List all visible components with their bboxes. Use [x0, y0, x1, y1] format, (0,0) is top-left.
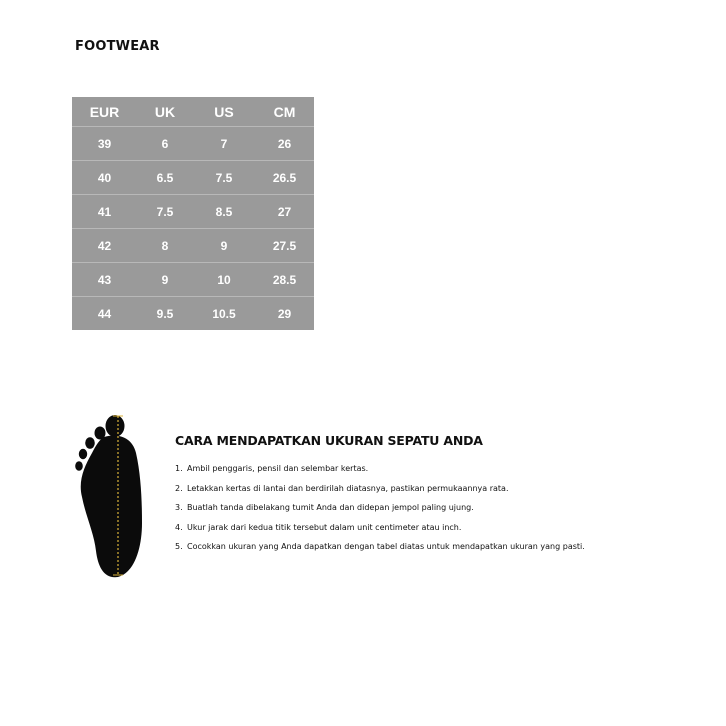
cell-us: 10	[193, 263, 255, 297]
header-uk: UK	[154, 103, 176, 120]
step-text: Letakkan kertas di lantai dan berdirilah diatasnya, pastikan permukaannya rata.	[187, 483, 509, 493]
step-number: 3.	[175, 503, 183, 513]
header-eur: EUR	[89, 103, 120, 120]
header-us: US	[214, 103, 234, 120]
cell-uk: 7.5	[137, 195, 193, 229]
step-text: Cocokkan ukuran yang Anda dapatkan dengan tabel diatas untuk mendapatkan ukuran yang pasti.	[187, 542, 585, 552]
list-item	[175, 484, 585, 504]
cell-us: 7	[193, 127, 255, 161]
list-item	[175, 464, 585, 484]
howto-title: CARA MENDAPATKAN UKURAN SEPATU ANDA	[175, 433, 483, 448]
cell-us: 8.5	[193, 195, 255, 229]
cell-eur: 40	[72, 161, 137, 195]
step-number: 5.	[175, 542, 183, 552]
step-text: Ukur jarak dari kedua titik tersebut dalam unit centimeter atau inch.	[187, 522, 462, 532]
cell-us: 9	[193, 229, 255, 263]
cell-eur: 41	[72, 195, 137, 229]
cell-cm: 28.5	[255, 263, 314, 297]
foot-measure-icon	[74, 413, 146, 579]
cell-eur: 44	[72, 297, 137, 331]
table-row	[72, 297, 314, 331]
table-row	[72, 161, 314, 195]
cell-uk: 8	[137, 229, 193, 263]
step-number: 4.	[175, 522, 183, 532]
table-row	[72, 263, 314, 297]
size-chart-table	[72, 97, 314, 330]
cell-us: 7.5	[193, 161, 255, 195]
cell-cm: 27	[255, 195, 314, 229]
cell-eur: 39	[72, 127, 137, 161]
step-number: 1.	[175, 464, 183, 473]
step-text: Ambil penggaris, pensil dan selembar kertas.	[187, 464, 369, 473]
table-header-row	[72, 97, 314, 127]
step-number: 2.	[175, 483, 183, 493]
table-row	[72, 127, 314, 161]
list-item	[175, 542, 585, 562]
table-row	[72, 195, 314, 229]
cell-uk: 6.5	[137, 161, 193, 195]
header-cm: CM	[273, 103, 296, 120]
cell-us: 10.5	[193, 297, 255, 331]
cell-cm: 27.5	[255, 229, 314, 263]
list-item	[175, 503, 585, 523]
cell-cm: 29	[255, 297, 314, 331]
cell-cm: 26.5	[255, 161, 314, 195]
cell-uk: 6	[137, 127, 193, 161]
cell-uk: 9	[137, 263, 193, 297]
cell-eur: 43	[72, 263, 137, 297]
cell-uk: 9.5	[137, 297, 193, 331]
list-item	[175, 523, 585, 543]
cell-cm: 26	[255, 127, 314, 161]
table-row	[72, 229, 314, 263]
cell-eur: 42	[72, 229, 137, 263]
step-text: Buatlah tanda dibelakang tumit Anda dan didepan jempol paling ujung.	[187, 503, 474, 513]
section-title: FOOTWEAR	[75, 39, 160, 54]
instruction-list	[175, 464, 585, 562]
